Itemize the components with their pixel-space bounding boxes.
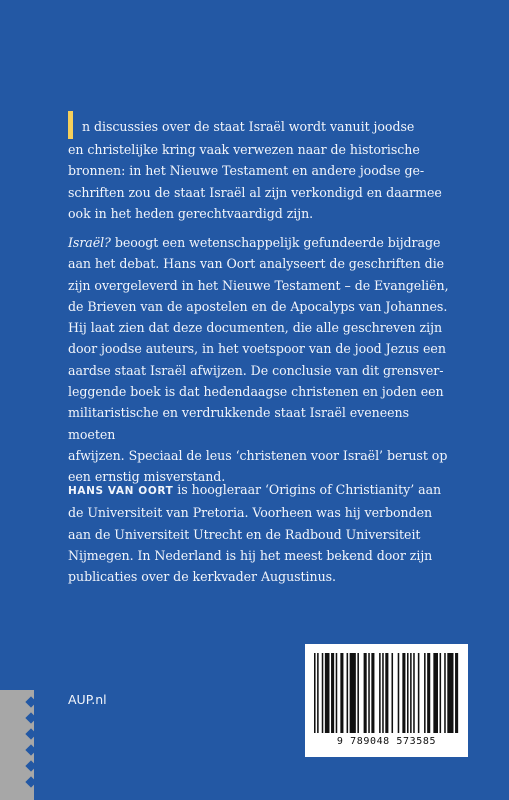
description-line-4: de Brieven van de apostelen en de Apocalyps van Johannes. — [68, 298, 448, 314]
intro-paragraph — [68, 111, 453, 224]
author-bio-paragraph — [68, 479, 453, 587]
description-line-9: militaristische en verdrukkende staat Israël eveneens moeten — [68, 405, 409, 442]
intro-line-3: bronnen: in het Nieuwe Testament en andere joodse ge- — [68, 163, 425, 179]
description-line-8: leggende boek is dat hedendaagse christenen en joden een — [68, 384, 444, 400]
barcode-panel — [305, 644, 468, 757]
spine-edge-strip — [0, 690, 34, 800]
intro-line-2: en christelijke kring vaak verwezen naar de historische — [68, 142, 420, 157]
bio-line-2: de Universiteit van Pretoria. Voorheen was hij verbonden — [68, 505, 433, 521]
description-line-2: aan het debat. Hans van Oort analyseert de geschriften die — [68, 256, 445, 272]
intro-line-4: schriften zou de staat Israël al zijn verkondigd en daarmee — [68, 184, 442, 200]
bio-line-4: Nijmegen. In Nederland is hij het meest bekend door zijn — [68, 547, 433, 563]
publisher-url: AUP.nl — [68, 692, 107, 707]
barcode-bars — [314, 653, 459, 735]
description-line-7: aardse staat Israël afwijzen. De conclusie van dit grensver- — [68, 362, 444, 378]
description-line-6: door joodse auteurs, in het voetspoor van de jood Jezus een — [68, 341, 446, 357]
description-line-10: afwijzen. Speciaal de leus ‘christenen voor Israël’ berust op — [68, 447, 448, 463]
bio-line-5: publicaties over de kerkvader Augustinus. — [68, 569, 337, 585]
author-name: HANS VAN OORT — [68, 485, 174, 497]
description-line-3: zijn overgeleverd in het Nieuwe Testament – de Evangeliën, — [68, 277, 449, 293]
description-paragraph — [68, 232, 453, 488]
bio-line-1: is hoogleraar ‘Origins of Christianity’ aan — [173, 482, 442, 497]
book-title-italic: Israël? — [68, 235, 111, 250]
description-line-1: beoogt een wetenschappelijk gefundeerde bijdrage — [110, 235, 441, 250]
intro-line-1: n discussies over de staat Israël wordt vanuit joodse — [82, 119, 415, 134]
bio-line-3: aan de Universiteit Utrecht en de Radboud Universiteit — [68, 526, 421, 542]
dropcap-bar — [68, 111, 73, 139]
description-line-11: een ernstig misverstand. — [68, 469, 226, 485]
intro-line-5: ook in het heden gerechtvaardigd zijn. — [68, 205, 314, 221]
description-line-5: Hij laat zien dat deze documenten, die alle geschreven zijn — [68, 320, 443, 336]
barcode-number: 9 789048 573585 — [336, 736, 437, 747]
